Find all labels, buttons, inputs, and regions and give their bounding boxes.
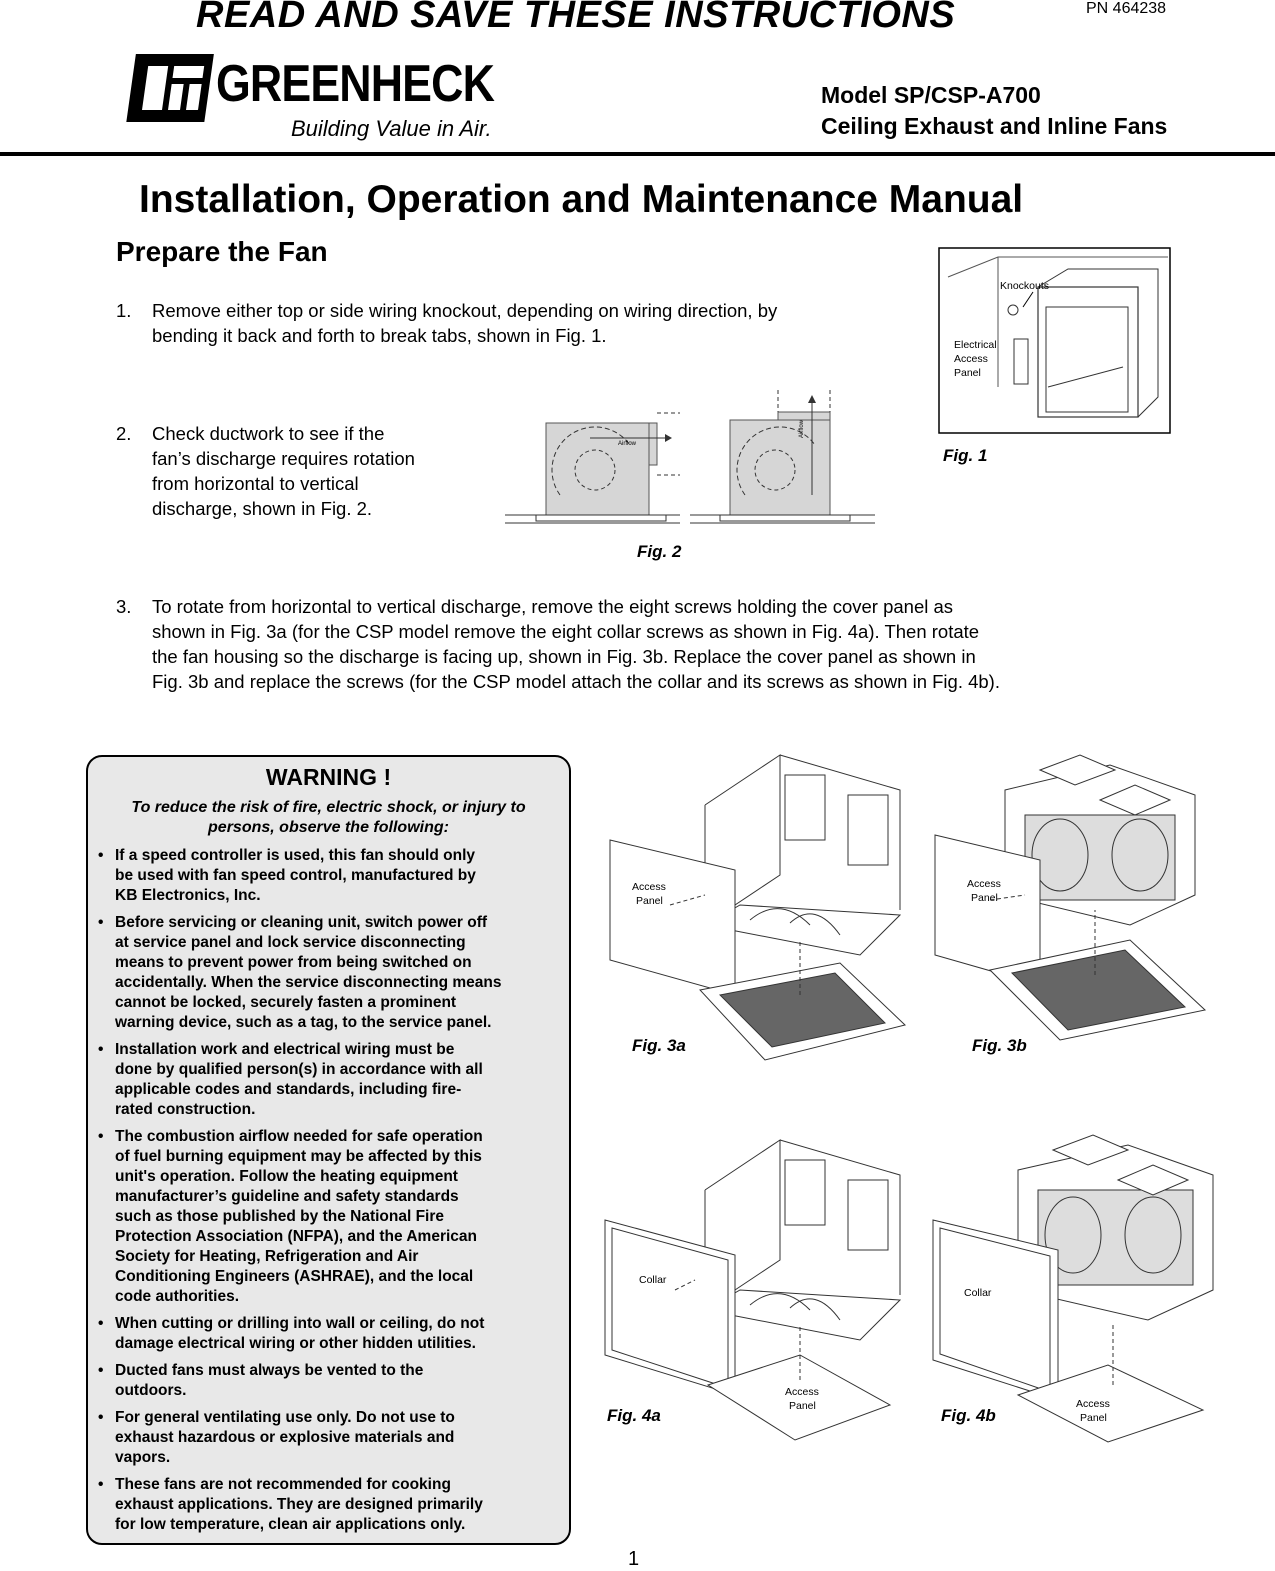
warning-item <box>98 1475 563 1535</box>
warning-item <box>98 1408 563 1468</box>
manual-title: Installation, Operation and Maintenance Manual <box>139 178 1024 221</box>
brand-tagline: Building Value in Air. <box>291 116 492 141</box>
warning-item <box>98 1127 563 1307</box>
warning-item-line: vapors. <box>115 1449 171 1466</box>
fig4b-label-1: Access <box>1076 1398 1110 1410</box>
warning-item-line: of fuel burning equipment may be affected by this <box>115 1148 482 1165</box>
warning-item-line: Installation work and electrical wiring must be <box>115 1041 455 1058</box>
step-line: fan’s discharge requires rotation <box>152 448 415 469</box>
warning-item-line: applicable codes and standards, including fire- <box>115 1081 462 1098</box>
step-line: Check ductwork to see if the <box>152 423 385 444</box>
bullet-icon: • <box>98 914 104 931</box>
fig3a-label-1: Access <box>632 881 666 893</box>
warning-item-line: outdoors. <box>115 1382 187 1399</box>
fig2-drawing <box>500 385 880 530</box>
bullet-icon: • <box>98 1362 104 1379</box>
section-title: Prepare the Fan <box>116 236 328 267</box>
fig3b-label-1: Access <box>967 878 1001 890</box>
part-number: PN 464238 <box>1086 0 1167 17</box>
fig4a-label-2: Panel <box>789 1400 816 1412</box>
warning-item <box>98 1314 563 1354</box>
page-number: 1 <box>628 1548 640 1570</box>
warning-item-line: code authorities. <box>115 1288 240 1305</box>
fig2-airflow-label-1: Airflow <box>618 441 637 447</box>
bullet-icon: • <box>98 1128 104 1145</box>
warning-item-line: Conditioning Engineers (ASHRAE), and the local <box>115 1268 474 1285</box>
warning-item-line: exhaust hazardous or explosive materials and <box>115 1429 455 1446</box>
fig2-airflow-label-2: Airflow <box>799 419 805 438</box>
fig3b-caption: Fig. 3b <box>972 1036 1027 1055</box>
step-text <box>152 421 415 521</box>
warning-item <box>98 846 563 906</box>
fig3a-drawing <box>600 745 920 1070</box>
step-line: from horizontal to vertical <box>152 473 359 494</box>
warning-item-line: be used with fan speed control, manufactured by <box>115 867 476 884</box>
warning-item-line: done by qualified person(s) in accordance with all <box>115 1061 483 1078</box>
step-text <box>152 594 1000 694</box>
fig4a-label-1: Access <box>785 1386 819 1398</box>
step-3 <box>116 594 1176 696</box>
bullet-icon: • <box>98 1409 104 1426</box>
fig4b-drawing <box>928 1130 1258 1450</box>
fig4b-label-2: Panel <box>1080 1412 1107 1424</box>
warning-item-line: If a speed controller is used, this fan should only <box>115 847 476 864</box>
fig1-panel-label-1: Electrical <box>954 339 997 351</box>
instructions-banner: READ AND SAVE THESE INSTRUCTIONS <box>196 0 956 36</box>
header-rule <box>0 152 1275 156</box>
warning-item <box>98 1040 563 1120</box>
step-number: 3. <box>116 596 132 617</box>
product-line: Ceiling Exhaust and Inline Fans <box>821 113 1168 139</box>
fig4a-drawing <box>600 1130 920 1450</box>
warning-item-line: such as those published by the National Fire <box>115 1208 445 1225</box>
bullet-icon: • <box>98 1476 104 1493</box>
step-line: Fig. 3b and replace the screws (for the CSP model attach the collar and its screws as shown in Fig. 4b). <box>152 671 1000 692</box>
step-number: 1. <box>116 300 132 321</box>
warning-item-line: cannot be locked, securely fasten a prominent <box>115 994 457 1011</box>
fig4a-caption: Fig. 4a <box>607 1406 661 1425</box>
fig1-caption: Fig. 1 <box>943 446 988 465</box>
warning-item-line: Ducted fans must always be vented to the <box>115 1362 424 1379</box>
fig1-drawing <box>938 247 1172 435</box>
step-line: shown in Fig. 3a (for the CSP model remove the eight collar screws as shown in Fig. 4a). Then rotate <box>152 621 980 642</box>
fig3a-label-2: Panel <box>636 895 663 907</box>
warning-item-line: When cutting or drilling into wall or ceiling, do not <box>115 1315 485 1332</box>
warning-item <box>98 913 563 1033</box>
brand-name: GREENHECK <box>216 55 495 113</box>
warning-item-line: unit's operation. Follow the heating equipment <box>115 1168 458 1185</box>
warning-item-line: manufacturer’s guideline and safety standards <box>115 1188 459 1205</box>
fig3b-drawing <box>930 745 1250 1070</box>
step-line: Remove either top or side wiring knockout, depending on wiring direction, by <box>152 300 778 321</box>
warning-item-line: for low temperature, clean air applications only. <box>115 1516 466 1533</box>
fig1-knockouts-label: Knockouts <box>1000 280 1050 292</box>
model-block <box>821 80 1167 142</box>
warning-item-line: These fans are not recommended for cooking <box>115 1476 451 1493</box>
warning-item-line: Before servicing or cleaning unit, switch power off <box>115 914 488 931</box>
warning-item-line: Protection Association (NFPA), and the American <box>115 1228 478 1245</box>
model-line: Model SP/CSP-A700 <box>821 82 1041 108</box>
step-line: discharge, shown in Fig. 2. <box>152 498 373 519</box>
fig4a-collar-label: Collar <box>639 1274 667 1286</box>
fig4b-collar-label: Collar <box>964 1287 992 1299</box>
fig3b-label-2: Panel <box>971 892 998 904</box>
step-text <box>152 298 777 348</box>
fig1-panel-label-2: Access <box>954 353 988 365</box>
registered-mark: ® <box>196 108 205 120</box>
warning-intro-line: To reduce the risk of fire, electric shock, or injury to <box>131 799 526 816</box>
warning-item-line: The combustion airflow needed for safe operation <box>115 1128 483 1145</box>
warning-intro <box>96 798 561 838</box>
step-line: the fan housing so the discharge is facing up, shown in Fig. 3b. Replace the cover panel as shown in <box>152 646 976 667</box>
step-2 <box>116 421 476 523</box>
step-1 <box>116 298 916 350</box>
fig1-panel-label-3: Panel <box>954 367 981 379</box>
warning-item-line: at service panel and lock service disconnecting <box>115 934 466 951</box>
warning-item-line: damage electrical wiring or other hidden utilities. <box>115 1335 476 1352</box>
warning-item-line: KB Electronics, Inc. <box>115 887 261 904</box>
bullet-icon: • <box>98 847 104 864</box>
warning-item <box>98 1361 563 1401</box>
step-line: To rotate from horizontal to vertical discharge, remove the eight screws holding the cover panel as <box>152 596 954 617</box>
warning-item-line: Society for Heating, Refrigeration and Air <box>115 1248 419 1265</box>
warning-item-line: accidentally. When the service disconnecting means <box>115 974 502 991</box>
fig2-caption: Fig. 2 <box>637 542 682 561</box>
bullet-icon: • <box>98 1315 104 1332</box>
warning-list <box>98 846 563 1542</box>
warning-item-line: For general ventilating use only. Do not use to <box>115 1409 455 1426</box>
bullet-icon: • <box>98 1041 104 1058</box>
warning-item-line: warning device, such as a tag, to the service panel. <box>115 1014 492 1031</box>
step-line: bending it back and forth to break tabs, shown in Fig. 1. <box>152 325 607 346</box>
fig3a-caption: Fig. 3a <box>632 1036 686 1055</box>
fig4b-caption: Fig. 4b <box>941 1406 996 1425</box>
warning-item-line: exhaust applications. They are designed primarily <box>115 1496 483 1513</box>
warning-title: WARNING ! <box>265 764 392 790</box>
step-number: 2. <box>116 423 132 444</box>
warning-intro-line: persons, observe the following: <box>208 819 449 836</box>
warning-item-line: rated construction. <box>115 1101 256 1118</box>
warning-item-line: means to prevent power from being switched on <box>115 954 472 971</box>
